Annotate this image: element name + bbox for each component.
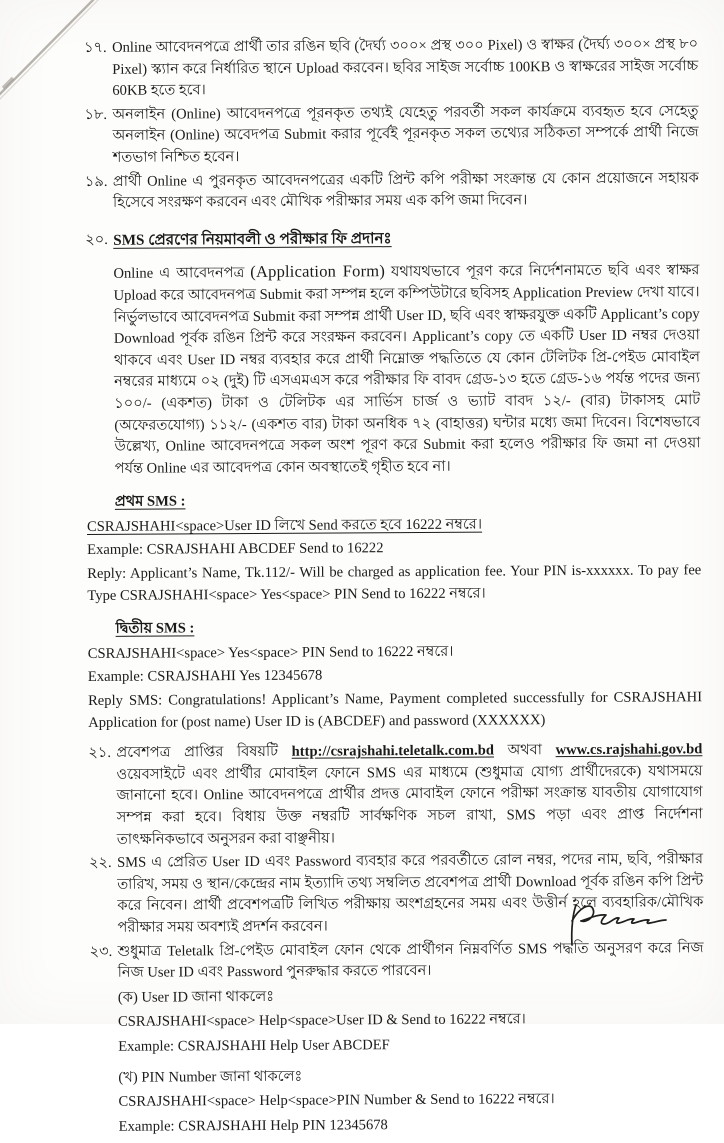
list-item-21 — [88, 739, 703, 851]
item-text: Online আবেদনপত্রে প্রার্থী তার রঙিন ছবি (দৈর্ঘ্য ৩০০× প্রস্থ ৩০০ Pixel) ও স্বাক্ষর (দৈর্ঘ্য ৩০০× প্রস্থ ৮০ Pixel) স্ক্যান করে নির্ধারিত স্থানে Upload করবেন। ছবির সাইজ সর্বোচ্চ 100KB ও স্বাক্ষরের সাইজ সর্বোচ্চ 60KB হতে হবে। — [112, 36, 699, 100]
first-sms-example: Example: CSRAJSHAHI ABCDEF Send to 16222 — [87, 540, 384, 559]
first-sms-command: CSRAJSHAHI<space>User ID লিখে Send করতে হবে 16222 নম্বরে। — [86, 516, 483, 535]
application-form-label: (Application Form) — [250, 261, 386, 282]
first-sms-heading: প্রথম SMS : — [114, 493, 186, 511]
second-sms-reply: Reply SMS: Congratulations! Applicant’s Name, Payment completed successfully for CSRAJSHAHI Application for (post name) User ID is (ABCDEF) and password (XXXXXX) — [88, 689, 703, 731]
item-number: ২০. — [85, 231, 108, 248]
item-text-segment: ওয়েবসাইটে এবং প্রার্থীর মোবাইল ফোনে SMS এর মাধ্যমে (শুধুমাত্র যোগ্য প্রার্থীদেরকে) যথাসময়ে জানানো হবে। Online আবেদনপত্রে প্রার্থীর প্রদত্ত মোবাইল ফোনে পরীক্ষা সংক্রান্ত যাবতীয় যোগাযোগ সম্পন্ন করা হবে। বিধায় উক্ত নম্বরটি সার্বক্ষণিক সচল রাখা, SMS পড়া এবং প্রাপ্ত নির্দেশনা তাৎক্ষনিকভাবে অনুসরন করা বাঞ্ছনীয়। — [116, 763, 703, 848]
teletalk-url: http://csrajshahi.teletalk.com.bd — [291, 742, 495, 760]
option-a-command: CSRAJSHAHI<space> Help<space>User ID & Send to 16222 নম্বরে। — [117, 1011, 526, 1031]
rajshahi-gov-url: www.cs.rajshahi.gov.bd — [555, 741, 703, 759]
list-item-18 — [84, 101, 698, 170]
item-text-segment: অথবা — [493, 742, 556, 759]
paragraph-segment: Online এ আবেদনপত্র — [113, 265, 251, 283]
item-text: SMS এ প্রেরিত User ID এবং Password ব্যবহার করে পরবর্তীতে রোল নম্বর, পদের নাম, ছবি, পরীক্ষার তারিখ, সময় ও স্থান/কেন্দ্রের নাম ইত্যাদি তথ্য সম্বলিত প্রবেশপত্র প্রার্থী Download পূর্বক রঙিন কপি প্রিন্ট করে নিবেন। প্রার্থী প্রবেশপত্রটি লিখিত পরীক্ষায় অংশগ্রহনের সময় এবং উত্তীর্ন হলে ব্যবহারিক/মৌখিক পরীক্ষার সময় অবশ্যই প্রদর্শন করবেন। — [116, 851, 704, 936]
item-text: অনলাইন (Online) আবেদনপত্রে পূরনকৃত তথ্যই যেহেতু পরবর্তী সকল কার্যক্রমে ব্যবহৃত হবে সেহেতু অনলাইন (Online) অবেদপত্র Submit করার পূর্বেই পূরনকৃত সকল তথ্যের সঠিকতা সম্পর্কে প্রার্থী নিজে শতভাগ নিশ্চিত হবেন। — [112, 103, 699, 166]
list-item-19 — [85, 168, 699, 215]
option-b-command: CSRAJSHAHI<space> Help<space>PIN Number & Send to 16222 নম্বরে। — [118, 1091, 555, 1110]
signature — [560, 893, 680, 955]
option-b-example: Example: CSRAJSHAHI Help PIN 12345678 — [118, 1116, 388, 1135]
item-text: প্রার্থী Online এ পুরনকৃত আবেদনপত্রের একটি প্রিন্ট কপি পরীক্ষা সংক্রান্ত যে কোন প্রয়োজনে সহায়ক হিসেবে সংরক্ষণ করবেন এবং মৌখিক পরীক্ষার সময় এক কপি জমা দিবেন। — [112, 169, 699, 211]
sms-rules-section-heading: SMS প্রেরণের নিয়মাবলী ও পরীক্ষার ফি প্রদানঃ — [113, 229, 392, 249]
second-sms-heading: দ্বিতীয় SMS : — [115, 620, 195, 638]
item-number: ১৯. — [84, 173, 108, 190]
item-number: ২২. — [88, 855, 112, 872]
option-a-label: (ক) User ID জানা থাকলেঃ — [117, 988, 275, 1006]
item-number: ১৭. — [84, 39, 107, 56]
item-text-segment: প্রবেশপত্র প্রাপ্তির বিষয়টি — [116, 743, 292, 762]
second-sms-command: CSRAJSHAHI<space> Yes<space> PIN Send to 16222 নম্বরে। — [87, 643, 454, 662]
item-number: ২৩. — [89, 943, 113, 960]
item-text: শুধুমাত্র Teletalk প্রি-পেইড মোবাইল ফোন থেকে প্রার্থীগন নিম্নবর্ণিত SMS পদ্ধতি অনুসরণ করে নিজ নিজ User ID এবং Password পুনরুদ্ধার করতে পারবেন। — [117, 939, 704, 981]
option-b-label: (খ) PIN Number জানা থাকলেঃ — [118, 1068, 303, 1086]
list-item-23 — [90, 938, 705, 1141]
paragraph-segment: যথাযথভাবে পূরণ করে নির্দেশনামতে ছবি এবং স্বাক্ষর Upload করে আবেদনপত্র Submit করা সম্পন্ন হলে কম্পিউটারে ছবিসহ Application Preview দেখা যাবে। নির্ভুলভাবে আবেদনপত্র Submit করা সম্পন্ন প্রার্থী User ID, ছবি এবং স্বাক্ষরযুক্ত একটি Applicant’s copy Download পূর্বক রঙিন প্রিন্ট করে সংরক্ষন করবেন। Applicant’s copy তে একটি User ID নম্বর দেওয়া থাকবে এবং User ID নম্বর ব্যবহার করে প্রার্থী নিম্নোক্ত পদ্ধতিতে যে কোন টেলিটক প্রি-পেইড মোবাইল নম্বরের মাধ্যমে ০২ (দুই) টি এসএমএস করে পরীক্ষার ফি বাবদ গ্রেড-১৩ হতে গ্রেড-১৬ পর্যন্ত পদের জন্য ১০০/- (একশত) টাকা ও টেলিটক এর সার্ভিস চার্জ ও ভ্যাট বাবদ ১২/- (বার) টাকাসহ মোট (অফেরতযোগ্য) ১১২/- (একশত বার) টাকা অনধিক ৭২ (বাহাত্তর) ঘন্টার মধ্যে জমা দিবেন। বিশেষভাবে উল্লেখ্য, Online আবেদনপত্রে সকল অংশ পূরণ করে Submit করা হলেও পরীক্ষার ফি জমা না দেওয়া পর্যন্ত Online এর আবেদপত্র কোন অবস্থাতেই গৃহীত হবে না। — [113, 262, 701, 477]
fee-instructions-paragraph — [113, 259, 700, 481]
item-number: ১৮. — [84, 106, 108, 123]
second-sms-example: Example: CSRAJSHAHI Yes 12345678 — [87, 667, 323, 686]
list-item-17 — [84, 34, 698, 103]
list-item-20 — [85, 226, 699, 252]
item-number: ২১. — [88, 745, 112, 762]
document-content — [84, 34, 705, 1143]
option-a-example: Example: CSRAJSHAHI Help User ABCDEF — [118, 1037, 390, 1055]
first-sms-reply: Reply: Applicant’s Name, Tk.112/- Will be charged as application fee. Your PIN is-xxxxxx. To pay fee Type CSRAJSHAHI<space> Yes<space> PIN Send to 16222 নম্বরে। — [87, 562, 702, 604]
